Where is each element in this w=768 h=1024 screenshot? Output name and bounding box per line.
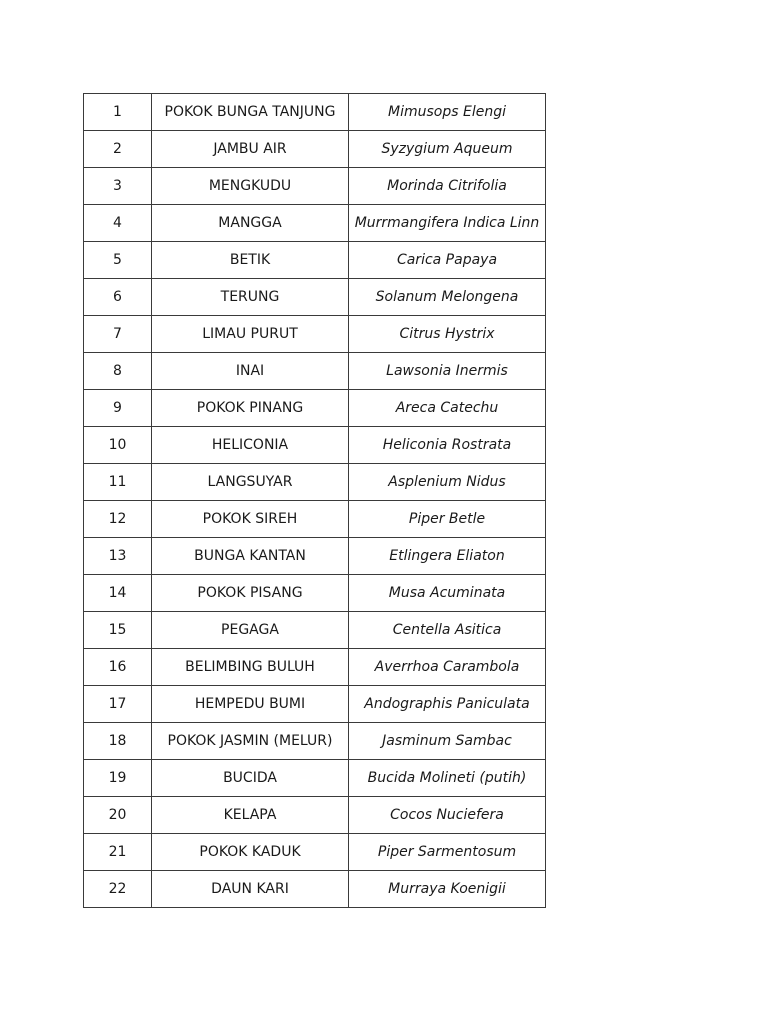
- plant-table-body: [84, 94, 546, 908]
- local-name-cell: LANGSUYAR: [152, 464, 349, 501]
- table-row: [84, 427, 546, 464]
- scientific-name-cell: Cocos Nuciefera: [349, 797, 546, 834]
- table-row: [84, 760, 546, 797]
- table-row: [84, 205, 546, 242]
- row-number-cell: 17: [84, 686, 152, 723]
- local-name-cell: PEGAGA: [152, 612, 349, 649]
- scientific-name-cell: Etlingera Eliaton: [349, 538, 546, 575]
- scientific-name-cell: Jasminum Sambac: [349, 723, 546, 760]
- table-row: [84, 871, 546, 908]
- row-number-cell: 8: [84, 353, 152, 390]
- row-number-cell: 14: [84, 575, 152, 612]
- local-name-cell: LIMAU PURUT: [152, 316, 349, 353]
- scientific-name-cell: Carica Papaya: [349, 242, 546, 279]
- table-row: [84, 834, 546, 871]
- row-number-cell: 21: [84, 834, 152, 871]
- row-number-cell: 7: [84, 316, 152, 353]
- scientific-name-cell: Murrmangifera Indica Linn: [349, 205, 546, 242]
- local-name-cell: HELICONIA: [152, 427, 349, 464]
- plant-table: [83, 93, 546, 908]
- table-row: [84, 612, 546, 649]
- local-name-cell: INAI: [152, 353, 349, 390]
- table-row: [84, 797, 546, 834]
- scientific-name-cell: Heliconia Rostrata: [349, 427, 546, 464]
- row-number-cell: 1: [84, 94, 152, 131]
- table-row: [84, 242, 546, 279]
- local-name-cell: POKOK BUNGA TANJUNG: [152, 94, 349, 131]
- scientific-name-cell: Andographis Paniculata: [349, 686, 546, 723]
- local-name-cell: DAUN KARI: [152, 871, 349, 908]
- scientific-name-cell: Areca Catechu: [349, 390, 546, 427]
- row-number-cell: 4: [84, 205, 152, 242]
- row-number-cell: 18: [84, 723, 152, 760]
- local-name-cell: BETIK: [152, 242, 349, 279]
- table-row: [84, 316, 546, 353]
- row-number-cell: 19: [84, 760, 152, 797]
- scientific-name-cell: Piper Betle: [349, 501, 546, 538]
- scientific-name-cell: Lawsonia Inermis: [349, 353, 546, 390]
- scientific-name-cell: Syzygium Aqueum: [349, 131, 546, 168]
- table-row: [84, 279, 546, 316]
- row-number-cell: 22: [84, 871, 152, 908]
- local-name-cell: POKOK SIREH: [152, 501, 349, 538]
- scientific-name-cell: Mimusops Elengi: [349, 94, 546, 131]
- table-row: [84, 353, 546, 390]
- table-row: [84, 538, 546, 575]
- row-number-cell: 10: [84, 427, 152, 464]
- scientific-name-cell: Bucida Molineti (putih): [349, 760, 546, 797]
- row-number-cell: 6: [84, 279, 152, 316]
- scientific-name-cell: Centella Asitica: [349, 612, 546, 649]
- local-name-cell: JAMBU AIR: [152, 131, 349, 168]
- scientific-name-cell: Solanum Melongena: [349, 279, 546, 316]
- local-name-cell: KELAPA: [152, 797, 349, 834]
- row-number-cell: 11: [84, 464, 152, 501]
- row-number-cell: 9: [84, 390, 152, 427]
- table-row: [84, 575, 546, 612]
- row-number-cell: 12: [84, 501, 152, 538]
- local-name-cell: BUNGA KANTAN: [152, 538, 349, 575]
- scientific-name-cell: Morinda Citrifolia: [349, 168, 546, 205]
- local-name-cell: POKOK JASMIN (MELUR): [152, 723, 349, 760]
- row-number-cell: 15: [84, 612, 152, 649]
- row-number-cell: 16: [84, 649, 152, 686]
- table-row: [84, 168, 546, 205]
- scientific-name-cell: Citrus Hystrix: [349, 316, 546, 353]
- local-name-cell: BUCIDA: [152, 760, 349, 797]
- scientific-name-cell: Averrhoa Carambola: [349, 649, 546, 686]
- scientific-name-cell: Piper Sarmentosum: [349, 834, 546, 871]
- table-row: [84, 131, 546, 168]
- local-name-cell: BELIMBING BULUH: [152, 649, 349, 686]
- table-row: [84, 390, 546, 427]
- local-name-cell: TERUNG: [152, 279, 349, 316]
- row-number-cell: 5: [84, 242, 152, 279]
- row-number-cell: 13: [84, 538, 152, 575]
- local-name-cell: MENGKUDU: [152, 168, 349, 205]
- scientific-name-cell: Murraya Koenigii: [349, 871, 546, 908]
- scientific-name-cell: Asplenium Nidus: [349, 464, 546, 501]
- local-name-cell: MANGGA: [152, 205, 349, 242]
- table-row: [84, 94, 546, 131]
- scientific-name-cell: Musa Acuminata: [349, 575, 546, 612]
- table-row: [84, 723, 546, 760]
- local-name-cell: POKOK PINANG: [152, 390, 349, 427]
- local-name-cell: POKOK PISANG: [152, 575, 349, 612]
- table-row: [84, 686, 546, 723]
- table-row: [84, 464, 546, 501]
- local-name-cell: POKOK KADUK: [152, 834, 349, 871]
- local-name-cell: HEMPEDU BUMI: [152, 686, 349, 723]
- table-row: [84, 649, 546, 686]
- row-number-cell: 20: [84, 797, 152, 834]
- row-number-cell: 3: [84, 168, 152, 205]
- table-row: [84, 501, 546, 538]
- row-number-cell: 2: [84, 131, 152, 168]
